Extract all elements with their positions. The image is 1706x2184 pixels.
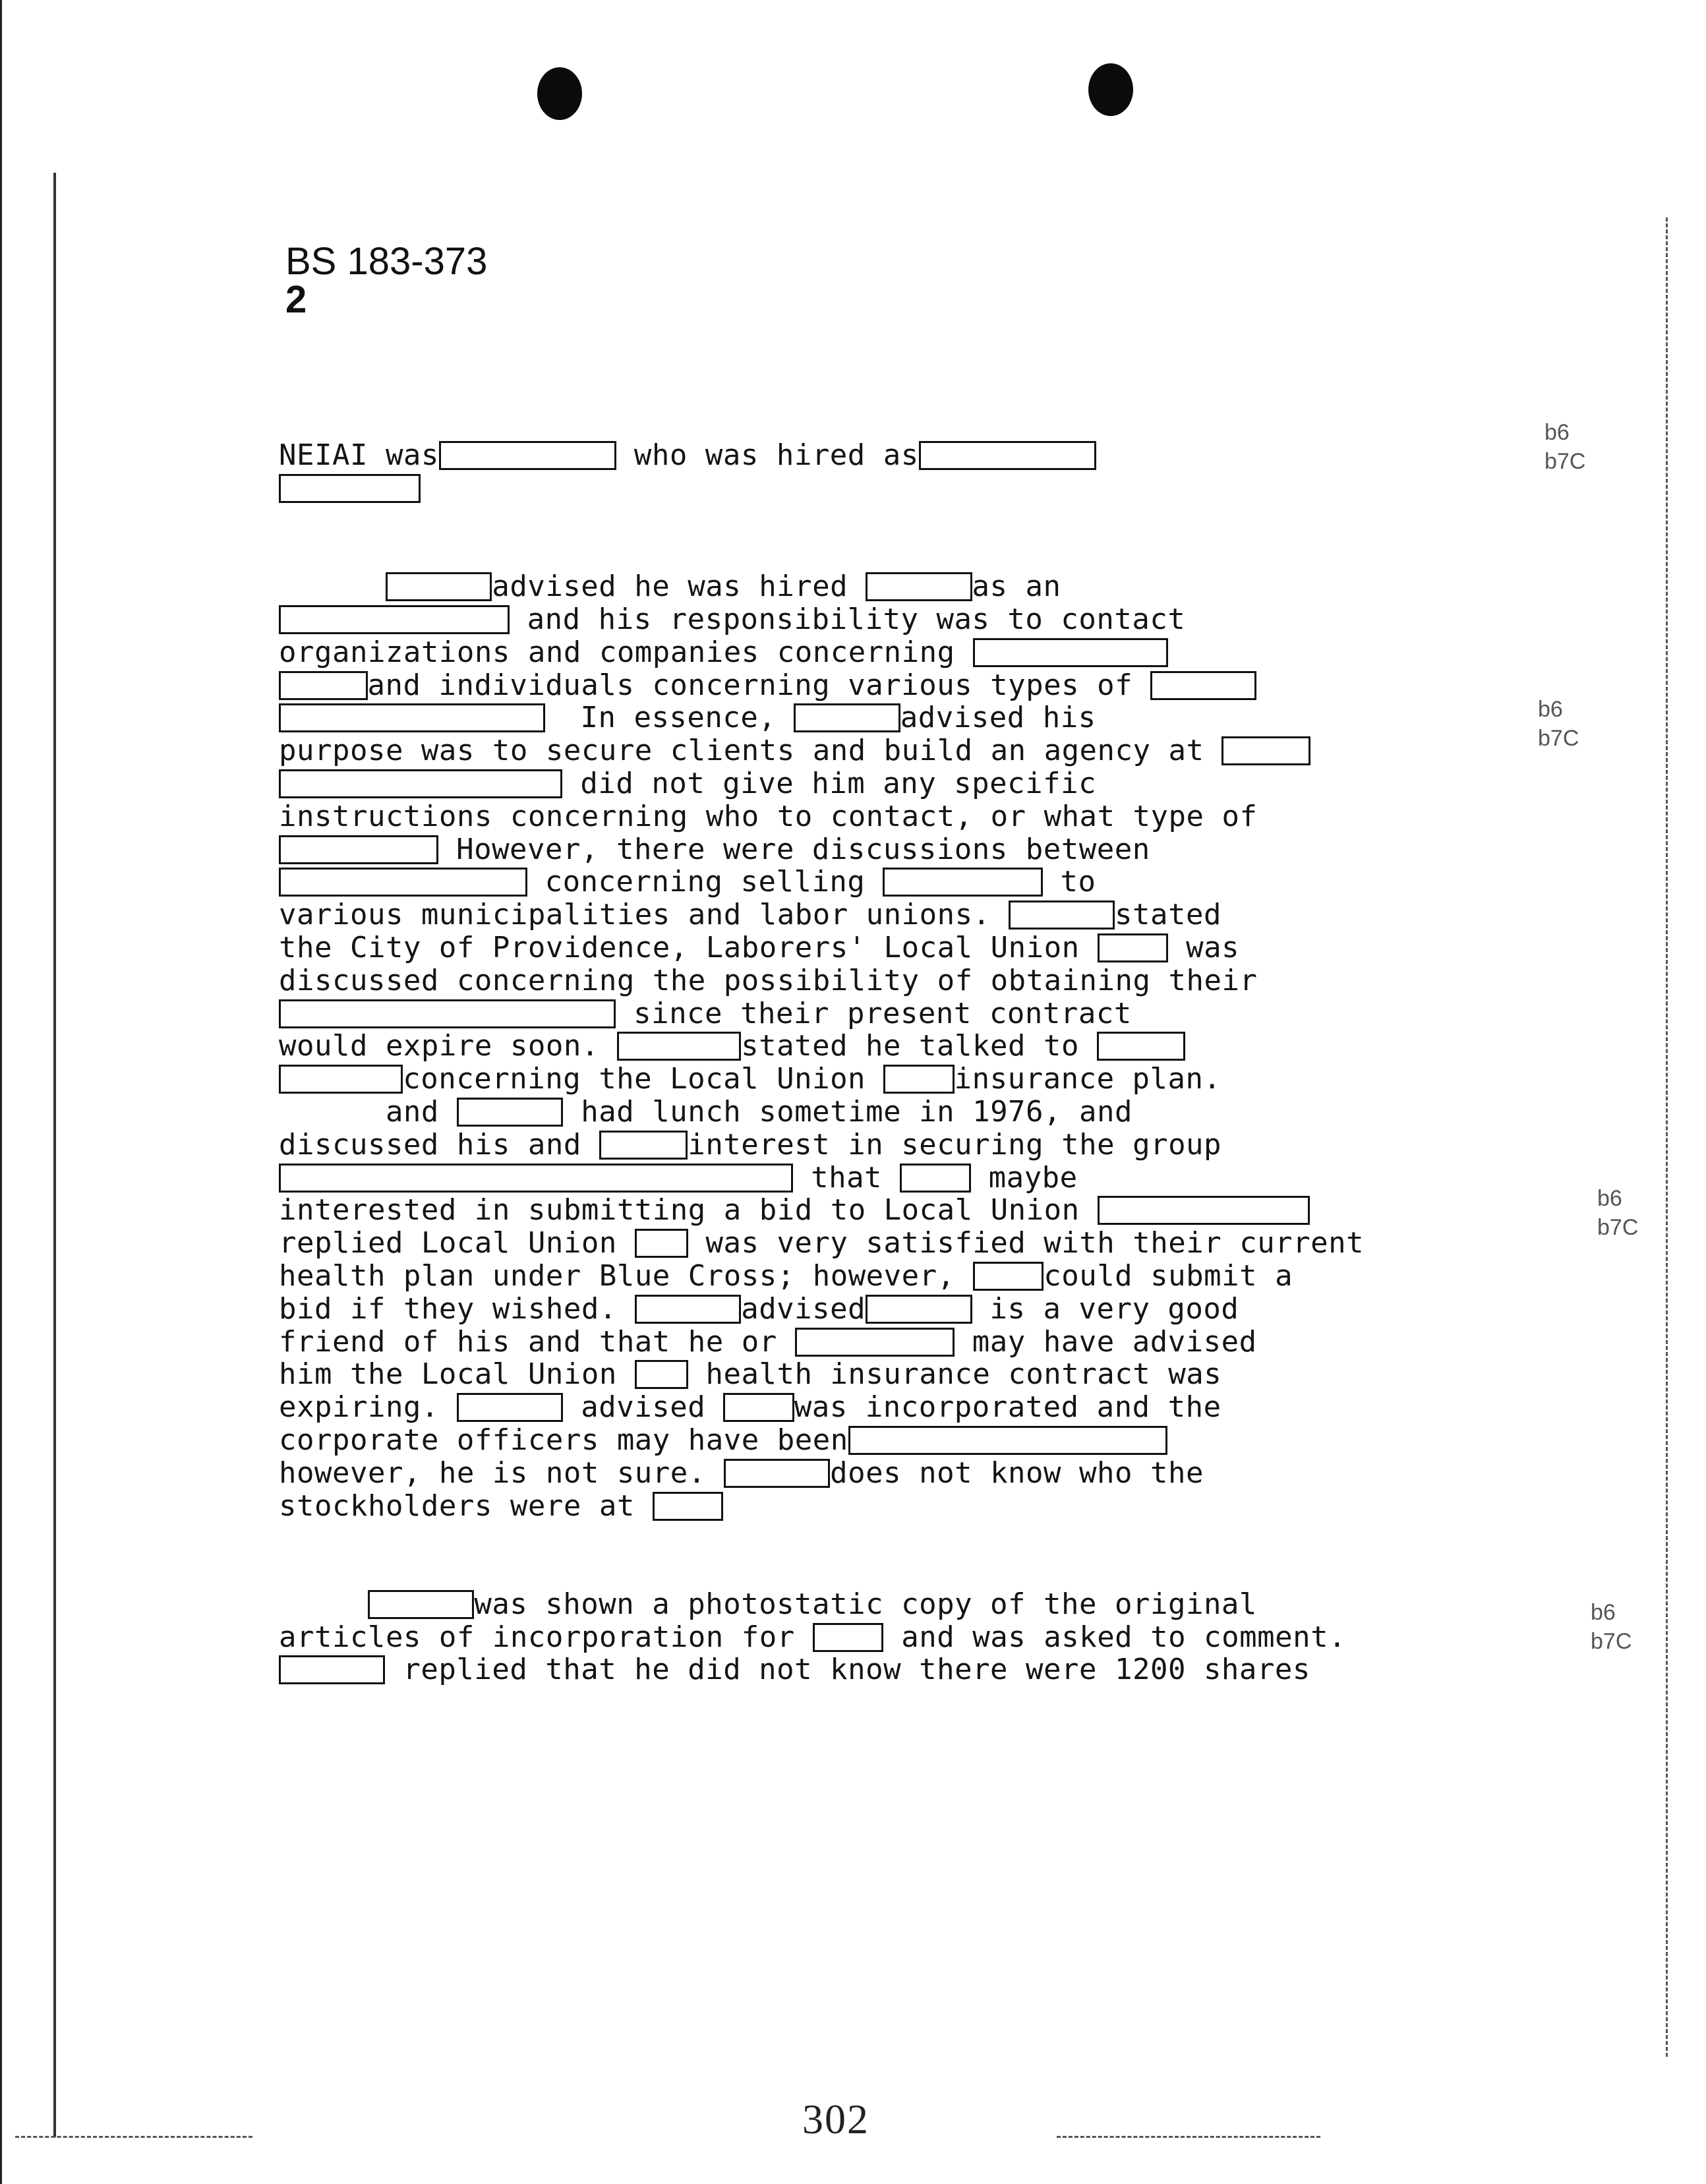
text-segment: however, he is not sure. [279, 1456, 724, 1490]
redaction-box [1097, 1032, 1186, 1061]
redaction-box [973, 1262, 1044, 1291]
exemption-code: b7C [1597, 1215, 1639, 1240]
redaction-box [457, 1393, 563, 1422]
text-segment: and his responsibility was to contact [509, 602, 1186, 636]
text-segment: would expire soon. [279, 1029, 617, 1063]
text-segment: was very satisfied with their current [688, 1226, 1365, 1260]
redaction-box [883, 868, 1042, 897]
text-segment: the City of Providence, Laborers' Local Union [279, 930, 1098, 964]
text-line [279, 767, 1571, 800]
text-segment: stockholders were at [279, 1489, 653, 1523]
text-line [279, 1457, 1571, 1490]
redaction-box [617, 1032, 741, 1061]
redaction-box [368, 1590, 474, 1619]
text-line [279, 1063, 1571, 1096]
text-segment: him the Local Union [279, 1357, 635, 1392]
text-line [279, 833, 1571, 866]
text-segment: friend of his and that he or [279, 1324, 795, 1359]
exemption-code: b6 [1544, 420, 1570, 445]
text-segment: maybe [970, 1160, 1078, 1195]
redaction-box [279, 868, 527, 897]
redaction-box [919, 441, 1096, 470]
document-body [279, 439, 1571, 1686]
text-line [279, 1391, 1571, 1424]
exemption-mark [1538, 695, 1579, 753]
text-segment: interest in securing the group [688, 1127, 1222, 1162]
exemption-code: b6 [1597, 1186, 1622, 1211]
text-line [279, 1030, 1571, 1063]
punch-hole-right [1088, 63, 1133, 116]
text-line [279, 866, 1571, 899]
text-segment: was [1168, 930, 1240, 964]
redaction-box [973, 638, 1168, 667]
text-line [279, 964, 1571, 997]
redaction-box [279, 703, 545, 732]
text-line [279, 899, 1571, 931]
redaction-box [900, 1164, 971, 1193]
text-line [279, 1358, 1571, 1391]
redaction-box [599, 1131, 688, 1160]
text-segment: could submit a [1044, 1258, 1293, 1293]
text-segment: expiring. [279, 1390, 457, 1425]
text-segment: and [279, 1094, 457, 1129]
redaction-box [1098, 933, 1169, 962]
text-segment: does not know who the [830, 1456, 1204, 1490]
file-number: BS 183-373 [285, 240, 488, 283]
text-segment: insurance plan. [954, 1062, 1221, 1096]
text-line [279, 1490, 1571, 1523]
text-segment: corporate officers may have been [279, 1423, 848, 1457]
scan-edge-mark [15, 2136, 252, 2138]
text-segment: health insurance contract was [688, 1357, 1222, 1392]
redaction-box [279, 769, 562, 798]
redaction-box [279, 835, 438, 864]
redaction-box [653, 1492, 724, 1521]
text-segment: advised [563, 1390, 724, 1425]
text-line [279, 1621, 1571, 1654]
exemption-mark [1544, 418, 1585, 476]
redaction-box [439, 441, 616, 470]
text-segment: discussed his and [279, 1127, 599, 1162]
text-segment: replied Local Union [279, 1226, 635, 1260]
text-segment: to [1042, 865, 1096, 899]
paragraph-gap [279, 505, 1571, 571]
redaction-box [866, 1295, 972, 1324]
text-segment: stated he talked to [741, 1029, 1097, 1063]
text-segment: that [793, 1160, 900, 1195]
redaction-box [386, 572, 492, 601]
redaction-box [795, 1328, 955, 1357]
text-segment: discussed concerning the possibility of obtaining their [279, 963, 1258, 997]
right-margin-line [1666, 218, 1668, 2057]
document-header [285, 240, 488, 321]
text-line [279, 1227, 1571, 1260]
text-segment: and was asked to comment. [883, 1620, 1347, 1654]
exemption-code: b7C [1544, 449, 1586, 474]
redaction-box [883, 1065, 955, 1094]
text-segment: instructions concerning who to contact, or what type of [279, 799, 1258, 833]
exemption-code: b6 [1538, 697, 1563, 722]
exemption-code: b7C [1538, 726, 1579, 751]
text-segment: as an [972, 570, 1061, 604]
text-line [279, 1293, 1571, 1326]
redaction-box [1221, 736, 1310, 765]
redaction-box [279, 605, 510, 634]
page-index: 2 [285, 278, 307, 321]
text-segment: However, there were discussions between [438, 832, 1150, 866]
text-line [279, 1096, 1571, 1129]
text-segment: health plan under Blue Cross; however, [279, 1258, 973, 1293]
text-line [279, 734, 1571, 767]
text-segment: who was hired as [616, 438, 919, 472]
text-segment: various municipalities and labor unions. [279, 898, 1009, 932]
exemption-code: b6 [1591, 1600, 1616, 1625]
redaction-box [813, 1623, 884, 1652]
page-footer-number: 302 [802, 2096, 869, 2142]
redaction-box [279, 1655, 385, 1684]
redaction-box [279, 1164, 793, 1193]
exemption-mark [1597, 1184, 1638, 1242]
text-segment: was incorporated and the [794, 1390, 1221, 1425]
text-line [279, 472, 1571, 505]
scan-edge-mark [1057, 2136, 1320, 2138]
text-segment: advised his [900, 701, 1096, 735]
text-line [279, 1424, 1571, 1457]
redaction-box [724, 1459, 830, 1488]
text-line [279, 800, 1571, 833]
text-line [279, 1588, 1571, 1621]
redaction-box [457, 1098, 563, 1127]
exemption-code: b7C [1591, 1629, 1632, 1654]
text-segment [279, 1587, 368, 1621]
text-segment: replied that he did not know there were 1200 shares [385, 1653, 1310, 1687]
exemption-mark [1591, 1598, 1632, 1656]
redaction-box [279, 1065, 403, 1094]
text-line [279, 1162, 1571, 1195]
redaction-box [866, 572, 972, 601]
text-segment: advised he was hired [492, 570, 866, 604]
text-segment: may have advised [954, 1324, 1257, 1359]
text-segment: bid if they wished. [279, 1291, 635, 1326]
text-segment: since their present contract [616, 996, 1132, 1030]
text-line [279, 1326, 1571, 1359]
text-line [279, 439, 1571, 472]
text-segment: concerning selling [527, 865, 883, 899]
text-segment: organizations and companies concerning [279, 635, 973, 669]
redaction-box [723, 1393, 794, 1422]
paragraph-gap [279, 1522, 1571, 1588]
text-segment: and individuals concerning various types of [367, 668, 1151, 702]
redaction-box [635, 1295, 741, 1324]
text-line [279, 701, 1571, 734]
text-segment: was shown a photostatic copy of the original [474, 1587, 1257, 1621]
text-segment: purpose was to secure clients and build an agency at [279, 734, 1222, 768]
redaction-box [279, 474, 421, 503]
text-line [279, 636, 1571, 669]
text-segment: articles of incorporation for [279, 1620, 813, 1654]
text-line [279, 570, 1571, 603]
text-line [279, 669, 1571, 702]
text-line [279, 1653, 1571, 1686]
redaction-box [279, 999, 616, 1028]
text-line [279, 1260, 1571, 1293]
redaction-box [1009, 900, 1115, 930]
text-segment: is a very good [972, 1291, 1239, 1326]
text-segment: concerning the Local Union [403, 1062, 884, 1096]
text-segment: had lunch sometime in 1976, and [563, 1094, 1132, 1129]
redaction-box [848, 1426, 1167, 1455]
text-line [279, 1194, 1571, 1227]
redaction-box [635, 1360, 688, 1389]
text-segment [279, 570, 386, 603]
redaction-box [635, 1229, 688, 1258]
text-line [279, 997, 1571, 1030]
redaction-box [1150, 671, 1256, 700]
text-segment: did not give him any specific [562, 766, 1097, 800]
text-segment: stated [1115, 898, 1221, 932]
redaction-box [794, 703, 900, 732]
punch-hole-left [537, 67, 582, 120]
text-line [279, 1129, 1571, 1162]
redaction-box [1098, 1196, 1310, 1225]
text-line [279, 931, 1571, 964]
redaction-box [279, 671, 368, 700]
text-line [279, 603, 1571, 636]
left-margin-line [53, 173, 56, 2137]
text-segment: advised [741, 1291, 866, 1326]
text-segment: interested in submitting a bid to Local Union [279, 1193, 1098, 1227]
text-segment: In essence, [544, 701, 794, 735]
text-segment: NEIAI was [279, 438, 439, 472]
